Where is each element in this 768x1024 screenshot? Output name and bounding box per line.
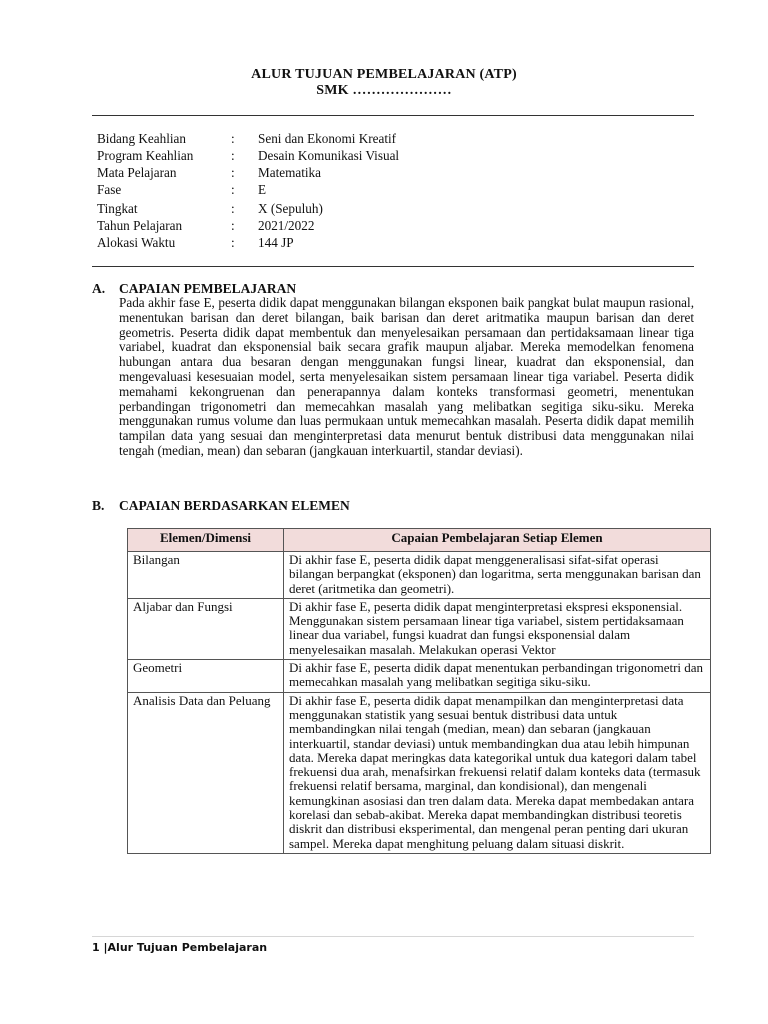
info-colon: : bbox=[231, 235, 235, 250]
info-colon: : bbox=[231, 165, 235, 180]
element-description: Di akhir fase E, peserta didik dapat menginterpretasi ekspresi eksponensial. Menggunakan sistem persamaan linear tiga variabel, sistem pertidaksamaan linear dua variabel, fungsi kuadrat dan fungsi eksponensial dalam menyelesaikan masalah. Melakukan operasi Vektor bbox=[284, 598, 711, 659]
element-table bbox=[127, 528, 711, 854]
info-label: Tingkat bbox=[97, 201, 138, 216]
table-row bbox=[128, 692, 711, 853]
info-colon: : bbox=[231, 201, 235, 216]
info-label: Program Keahlian bbox=[97, 148, 194, 163]
info-colon: : bbox=[231, 182, 235, 197]
info-colon: : bbox=[231, 131, 235, 146]
element-name: Analisis Data dan Peluang bbox=[128, 692, 284, 853]
info-label: Mata Pelajaran bbox=[97, 165, 177, 180]
footer-label: Alur Tujuan Pembelajaran bbox=[107, 941, 268, 954]
school-name: SMK ………………… bbox=[316, 83, 452, 98]
element-name: Aljabar dan Fungsi bbox=[128, 598, 284, 659]
page-footer bbox=[92, 941, 267, 954]
info-label: Bidang Keahlian bbox=[97, 131, 186, 146]
info-value: Matematika bbox=[258, 165, 321, 180]
element-name: Geometri bbox=[128, 660, 284, 693]
info-value: X (Sepuluh) bbox=[258, 201, 323, 216]
section-b-letter: B. bbox=[92, 498, 105, 513]
info-value: Seni dan Ekonomi Kreatif bbox=[258, 131, 397, 146]
column-header-elemen: Elemen/Dimensi bbox=[128, 529, 284, 552]
table-header-row bbox=[128, 529, 711, 552]
capaian-paragraph: Pada akhir fase E, peserta didik dapat menggunakan bilangan eksponen baik pangkat bulat maupun rasional, menentukan barisan dan deret bilangan, baik barisan dan deret aritmatika maupun barisan dan deret geometris. Peserta didik dapat membentuk dan menyelesaikan persamaan dan pertidaksamaan linear tiga variabel, kuadrat dan eksponensial baik secara grafik maupun aljabar. Mereka memodelkan fenomena hubungan antara dua besaran dengan menggunakan fungsi linear, kuadrat dan eksponensial, dan mengevaluasi kesesuaian model, serta menyelesaikan sistem persamaan linear tiga variabel. Peserta didik memahami kekongruenan dan penerapannya dalam konteks transformasi geometri, menentukan perbandingan trigonometri dan memecahkan masalah yang melibatkan segitiga siku-siku. Mereka menggunakan rumus volume dan luas permukaan untuk memecahkan masalah. Peserta didik dapat memilih tampilan data yang sesuai dan menginterpretasi data menurut bentuk distribusi data menggunakan nilai tengah (median, mean) dan sebaran (jangkauan interkuartil, standar deviasi). bbox=[119, 295, 694, 458]
info-colon: : bbox=[231, 148, 235, 163]
footer-divider bbox=[92, 936, 694, 937]
section-b-title: CAPAIAN BERDASARKAN ELEMEN bbox=[119, 498, 350, 513]
top-divider bbox=[92, 115, 694, 116]
info-label: Fase bbox=[97, 182, 122, 197]
element-name: Bilangan bbox=[128, 552, 284, 599]
page-number: 1 bbox=[92, 941, 100, 954]
section-a-letter: A. bbox=[92, 281, 106, 296]
column-header-capaian: Capaian Pembelajaran Setiap Elemen bbox=[284, 529, 711, 552]
element-description: Di akhir fase E, peserta didik dapat menggeneralisasi sifat-sifat operasi bilangan berpangkat (eksponen) dan logaritma, serta menggunakan barisan dan deret (aritmetika dan geometri). bbox=[284, 552, 711, 599]
info-value: 144 JP bbox=[258, 235, 294, 250]
info-label: Alokasi Waktu bbox=[97, 235, 176, 250]
info-value: 2021/2022 bbox=[258, 218, 315, 233]
element-description: Di akhir fase E, peserta didik dapat menentukan perbandingan trigonometri dan memecahkan masalah yang melibatkan segitiga siku-siku. bbox=[284, 660, 711, 693]
table-row bbox=[128, 660, 711, 693]
footer-separator: | bbox=[103, 941, 108, 954]
info-colon: : bbox=[231, 218, 235, 233]
table-row bbox=[128, 552, 711, 599]
info-divider bbox=[92, 266, 694, 267]
info-label: Tahun Pelajaran bbox=[97, 218, 183, 233]
info-value: Desain Komunikasi Visual bbox=[258, 148, 400, 163]
info-value: E bbox=[258, 182, 267, 197]
section-a-title: CAPAIAN PEMBELAJARAN bbox=[119, 281, 297, 296]
document-title: ALUR TUJUAN PEMBELAJARAN (ATP) bbox=[251, 67, 517, 82]
table-row bbox=[128, 598, 711, 659]
element-description: Di akhir fase E, peserta didik dapat menampilkan dan menginterpretasi data menggunakan statistik yang sesuai bentuk distribusi data untuk membandingkan nilai tengah (median, mean) dan sebaran (jangkauan interkuartil, standar deviasi) untuk membandingkan dua atau lebih himpunan data. Mereka dapat meringkas data kategorikal untuk dua kategori dalam tabel frekuensi dua arah, menafsirkan frekuensi relatif dalam konteks data (termasuk frekuensi relatif bersama, marginal, dan kondisional), dan mengenali kemungkinan asosiasi dan tren dalam data. Mereka dapat membedakan antara korelasi dan sebab-akibat. Mereka dapat membandingkan distribusi teoretis diskrit dan distribusi eksperimental, dan mengenal peran penting dari ukuran sampel. Mereka dapat menghitung peluang dalam situasi diskrit. bbox=[284, 692, 711, 853]
